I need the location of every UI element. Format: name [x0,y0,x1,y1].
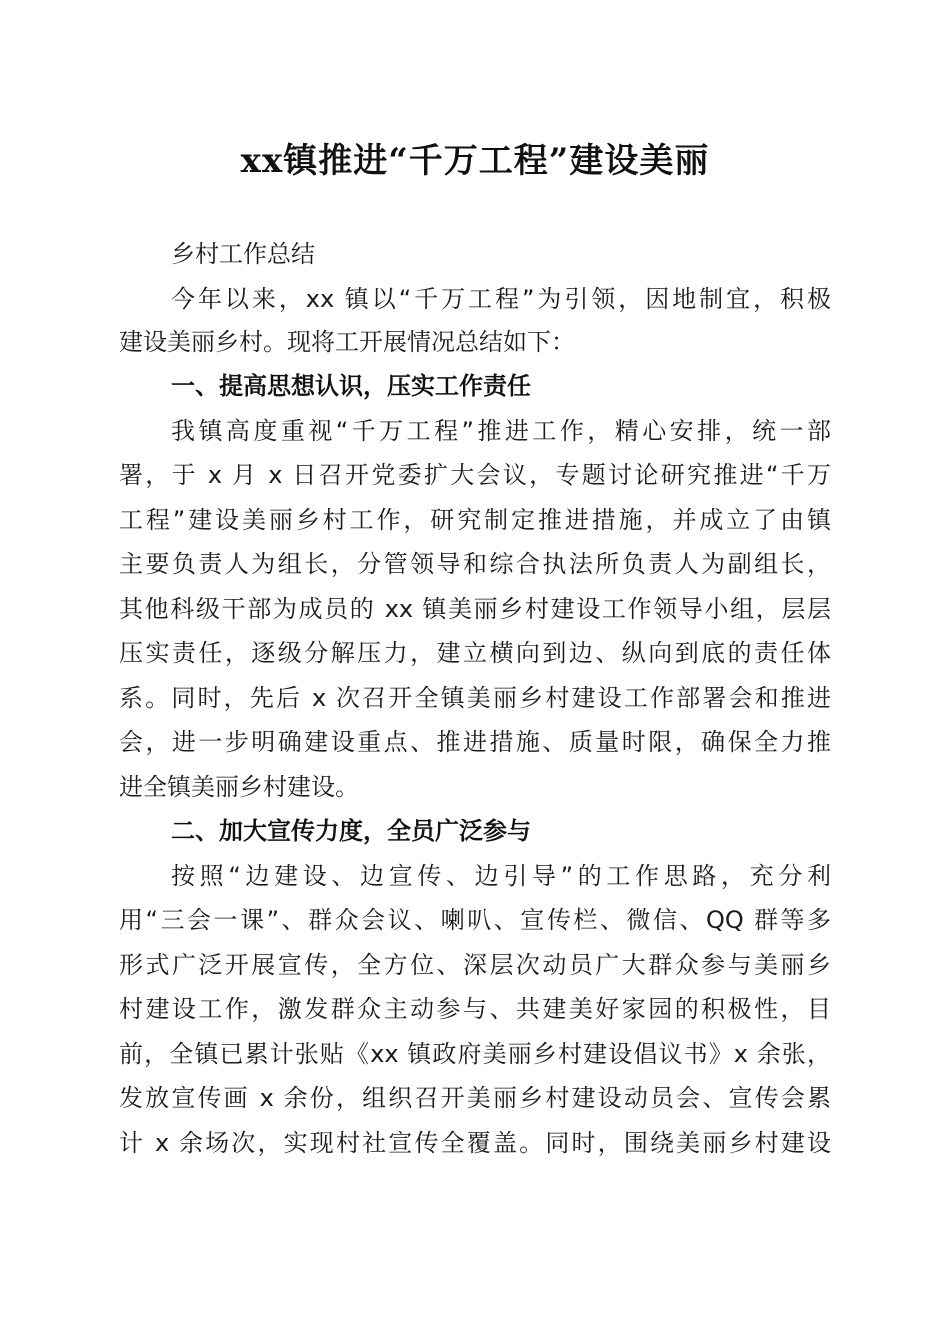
intro-line: 今年以来，xx 镇以“千万工程”为引领，因地制宜，积极 [171,285,831,313]
section-1-line: 会，进一步明确建设重点、推进措施、质量时限，确保全力推 [119,728,831,756]
section-2-line: 计 x 余场次，实现村社宣传全覆盖。同时，围绕美丽乡村建设 [119,1129,831,1157]
section-2-line: 按照“边建设、边宣传、边引导”的工作思路，充分利 [171,862,831,890]
section-2-line: 用“三会一课”、群众会议、喇叭、宣传栏、微信、QQ 群等多 [119,906,831,934]
section-1-line: 工程”建设美丽乡村工作，研究制定推进措施，并成立了由镇 [119,506,831,534]
section-1-line: 压实责任，逐级分解压力，建立横向到边、纵向到底的责任体 [119,639,831,667]
section-heading-2: 二、加大宣传力度，全员广泛参与 [171,817,531,845]
section-1-line: 主要负责人为组长，分管领导和综合执法所负责人为副组长， [119,550,831,578]
section-heading-1: 一、提高思想认识，压实工作责任 [171,372,531,400]
section-2-line: 发放宣传画 x 余份，组织召开美丽乡村建设动员会、宣传会累 [119,1084,831,1112]
section-1-line: 我镇高度重视“千万工程”推进工作，精心安排，统一部 [171,417,831,445]
section-1-line: 进全镇美丽乡村建设。 [119,773,359,801]
section-2-line: 形式广泛开展宣传，全方位、深层次动员广大群众参与美丽乡 [119,951,831,979]
section-2-line: 前，全镇已累计张贴《xx 镇政府美丽乡村建设倡议书》x 余张， [119,1040,831,1068]
section-1-line: 署，于 x 月 x 日召开党委扩大会议，专题讨论研究推进“千万 [119,461,831,489]
document-title: xx镇推进“千万工程”建设美丽 [240,141,710,181]
section-1-line: 其他科级干部为成员的 xx 镇美丽乡村建设工作领导小组，层层 [119,595,831,623]
intro-line: 建设美丽乡村。现将工开展情况总结如下： [119,328,575,356]
section-1-line: 系。同时，先后 x 次召开全镇美丽乡村建设工作部署会和推进 [119,684,831,712]
document-subtitle: 乡村工作总结 [171,240,315,268]
section-2-line: 村建设工作，激发群众主动参与、共建美好家园的积极性，目 [119,995,831,1023]
